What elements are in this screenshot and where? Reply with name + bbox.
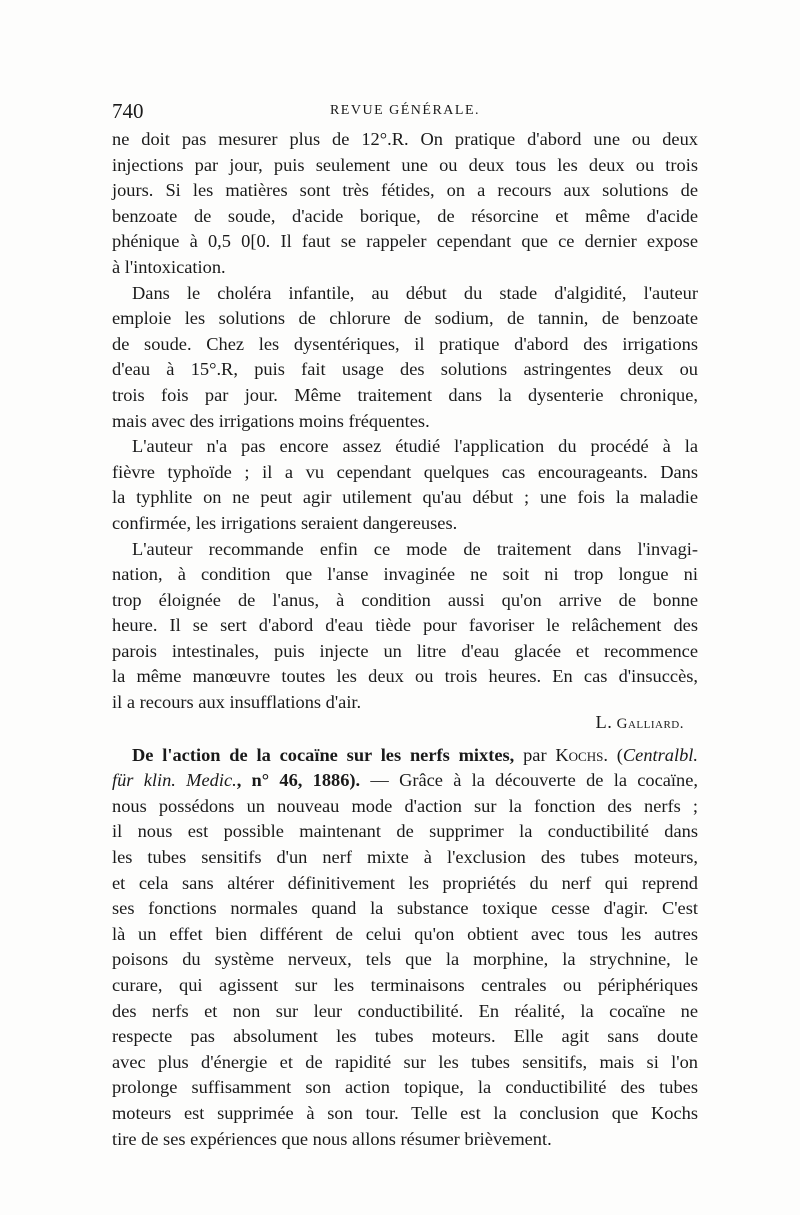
text-line: moteurs est supprimée à son tour. Telle est la conclusion que Kochs	[112, 1102, 698, 1123]
text-line: parois intestinales, puis injecte un litre d'eau glacée et recommence	[112, 640, 698, 661]
text-line: phénique à 0,5 0[0. Il faut se rappeler cependant que ce dernier expose	[112, 231, 698, 252]
text-line: injections par jour, puis seulement une ou deux tous les deux ou trois	[112, 154, 698, 175]
text-line-start: — Grâce à la découverte de la cocaïne,	[360, 770, 698, 791]
text-line: à l'intoxication.	[112, 256, 226, 277]
text-line: trop éloignée de l'anus, à condition aussi qu'on arrive de bonne	[112, 589, 698, 610]
text-line: confirmée, les irrigations seraient dangereuses.	[112, 512, 458, 533]
text-line: curare, qui agissent sur les terminaisons centrales ou périphériques	[112, 975, 698, 995]
article-title-line	[112, 743, 698, 769]
page-header	[112, 96, 698, 126]
text-line: nation, à condition que l'anse invaginée ne soit ni trop longue ni	[112, 564, 698, 585]
article-ref-line	[112, 768, 698, 794]
text-line: tire de ses expériences que nous allons résumer brièvement.	[112, 1128, 552, 1149]
text-line: benzoate de soude, d'acide borique, de résorcine et même d'acide	[112, 205, 698, 226]
section-irrigations	[112, 127, 698, 733]
text-line: des nerfs et non sur leur conductibilité. En réalité, la cocaïne ne	[112, 1000, 698, 1021]
text-line: avec plus d'énergie et de rapidité sur les tubes sensitifs, mais si l'on	[112, 1051, 698, 1072]
journal-name: Centralbl.	[622, 744, 699, 765]
section-cocaine	[112, 743, 698, 1153]
text-line: jours. Si les matières sont très fétides, on a recours aux solutions de	[112, 180, 698, 201]
text-line: il nous est possible maintenant de supprimer la conductibilité dans	[112, 821, 698, 842]
text-line: Dans le choléra infantile, au début du stade d'algidité, l'auteur	[132, 282, 698, 303]
text-line: là un effet bien différent de celui qu'on obtient avec tous les autres	[112, 923, 698, 944]
text-line: L'auteur recommande enfin ce mode de traitement dans l'invagi-	[132, 538, 698, 559]
article-title: De l'action de la cocaïne sur les nerfs mixtes,	[132, 744, 515, 765]
journal-issue: , n° 46, 1886).	[236, 770, 361, 791]
text-line: la même manœuvre toutes les deux ou trois heures. En cas d'insuccès,	[112, 666, 698, 687]
article-author: Kochs	[555, 744, 604, 765]
page-number: 740	[112, 99, 144, 123]
text-line: mais avec des irrigations moins fréquentes.	[112, 410, 430, 431]
journal-name-cont: für klin. Medic.	[112, 770, 237, 791]
signature-name: Galliard.	[616, 715, 684, 732]
running-head: REVUE GÉNÉRALE.	[329, 103, 481, 118]
text-line: prolonge suffisamment son action topique, la conductibilité des tubes	[112, 1077, 698, 1098]
text-line: nous possédons un nouveau mode d'action sur la fonction des nerfs ;	[112, 795, 698, 816]
text-line: heure. Il se sert d'abord d'eau tiède pour favoriser le relâchement des	[112, 615, 698, 636]
ref-open: . (	[603, 744, 623, 765]
text-line: la typhlite on ne peut agir utilement qu'au début ; une fois la maladie	[112, 487, 698, 508]
text-line: d'eau à 15°.R, puis fait usage des solutions astringentes deux ou	[112, 359, 698, 380]
body-text	[112, 127, 698, 1152]
text-line: ne doit pas mesurer plus de 12°.R. On pratique d'abord une ou deux	[112, 129, 698, 149]
signature-initial: L.	[595, 711, 613, 732]
text-line: poisons du système nerveux, tels que la morphine, la strychnine, le	[112, 949, 698, 970]
text-line: et cela sans altérer définitivement les propriétés du nerf qui reprend	[112, 872, 698, 893]
section-gap	[112, 733, 698, 743]
text-line: il a recours aux insufflations d'air.	[112, 692, 362, 713]
text-line: ses fonctions normales quand la substance toxique cesse d'agir. C'est	[112, 898, 698, 919]
text-line: fièvre typhoïde ; il a vu cependant quelques cas encourageants. Dans	[112, 461, 698, 482]
text-line: respecte pas absolument les tubes moteurs. Elle agit sans doute	[112, 1026, 698, 1047]
title-by: par	[514, 744, 556, 765]
text-line: emploie les solutions de chlorure de sodium, de tannin, de benzoate	[112, 308, 698, 329]
text-line: trois fois par jour. Même traitement dans la dysenterie chronique,	[112, 384, 698, 405]
text-line: L'auteur n'a pas encore assez étudié l'application du procédé à la	[132, 436, 698, 457]
text-line: les tubes sensitifs d'un nerf mixte à l'exclusion des tubes moteurs,	[112, 847, 698, 868]
text-line: de soude. Chez les dysentériques, il pratique d'abord des irrigations	[112, 333, 698, 354]
